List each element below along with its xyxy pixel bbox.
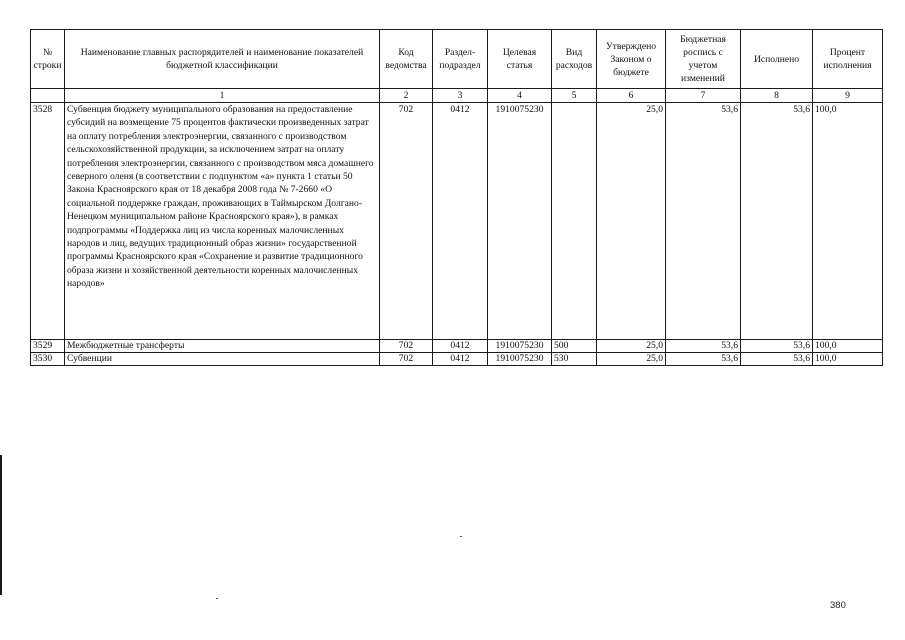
budget-schedule-cell: 53,6 <box>666 340 741 353</box>
name-cell: Субвенция бюджету муниципального образования на предоставление субсидий на возмещение 75 процентов фактически произведенных затрат на оплату потребления электроэнергии, связанного с производством сельскохозяйственной продукции, за исключением затрат на оплату потребления электроэнергии, связанного с производством мяса домашнего северного оленя (в соответствии с подпунктом «а» пункта 1 статьи 50 Закона Красноярского края от 18 декабря 2008 года № 7-2660 «О социальной поддержке граждан, проживающих в Таймырском Долгано-Ненецком муниципальном районе Красноярского края»), в рамках подпрограммы «Поддержка лиц из числа коренных малочисленных народов и лиц, ведущих традиционный образ жизни» государственной программы Красноярского края «Сохранение и развитие традиционного образа жизни и хозяйственной деятельности коренных малочисленных народов» <box>65 103 380 340</box>
column-number: 8 <box>741 89 813 103</box>
section-cell: 0412 <box>433 340 488 353</box>
target-article-cell: 1910075230 <box>488 353 552 366</box>
column-number: 5 <box>552 89 597 103</box>
dept-code-cell: 702 <box>380 103 433 340</box>
column-number: 3 <box>433 89 488 103</box>
expense-type-cell: 500 <box>552 340 597 353</box>
column-number: 6 <box>597 89 666 103</box>
line-number-cell: 3528 <box>31 103 65 340</box>
target-article-cell: 1910075230 <box>488 103 552 340</box>
name-cell: Субвенции <box>65 353 380 366</box>
budget-schedule-cell: 53,6 <box>666 353 741 366</box>
approved-cell: 25,0 <box>597 340 666 353</box>
scan-edge-mark <box>0 455 2 595</box>
header-line-number: № строки <box>31 30 65 89</box>
header-row <box>31 30 883 89</box>
header-target-article: Целевая статья <box>488 30 552 89</box>
executed-cell: 53,6 <box>741 353 813 366</box>
header-dept-code: Код ведомства <box>380 30 433 89</box>
percent-cell: 100,0 <box>813 103 883 340</box>
column-number: 9 <box>813 89 883 103</box>
header-approved: Утверждено Законом о бюджете <box>597 30 666 89</box>
header-expense-type: Вид расходов <box>552 30 597 89</box>
header-executed: Исполнено <box>741 30 813 89</box>
table-row <box>31 353 883 366</box>
executed-cell: 53,6 <box>741 340 813 353</box>
header-name: Наименование главных распорядителей и наименование показателей бюджетной классификации <box>65 30 380 89</box>
page-number: 380 <box>830 600 846 611</box>
header-section: Раздел-подраздел <box>433 30 488 89</box>
approved-cell: 25,0 <box>597 103 666 340</box>
table-row <box>31 340 883 353</box>
line-number-cell: 3530 <box>31 353 65 366</box>
expense-type-cell <box>552 103 597 340</box>
column-number <box>31 89 65 103</box>
scan-speck <box>216 598 218 599</box>
section-cell: 0412 <box>433 103 488 340</box>
dept-code-cell: 702 <box>380 353 433 366</box>
target-article-cell: 1910075230 <box>488 340 552 353</box>
budget-execution-table <box>30 29 883 366</box>
column-number: 1 <box>65 89 380 103</box>
header-percent: Процент исполнения <box>813 30 883 89</box>
percent-cell: 100,0 <box>813 353 883 366</box>
column-number-row <box>31 89 883 103</box>
dept-code-cell: 702 <box>380 340 433 353</box>
budget-schedule-cell: 53,6 <box>666 103 741 340</box>
line-number-cell: 3529 <box>31 340 65 353</box>
column-number: 7 <box>666 89 741 103</box>
approved-cell: 25,0 <box>597 353 666 366</box>
expense-type-cell: 530 <box>552 353 597 366</box>
column-number: 4 <box>488 89 552 103</box>
column-number: 2 <box>380 89 433 103</box>
percent-cell: 100,0 <box>813 340 883 353</box>
name-cell: Межбюджетные трансферты <box>65 340 380 353</box>
executed-cell: 53,6 <box>741 103 813 340</box>
scan-speck <box>460 536 462 537</box>
section-cell: 0412 <box>433 353 488 366</box>
table-row <box>31 103 883 340</box>
header-budget-schedule: Бюджетная роспись с учетом изменений <box>666 30 741 89</box>
